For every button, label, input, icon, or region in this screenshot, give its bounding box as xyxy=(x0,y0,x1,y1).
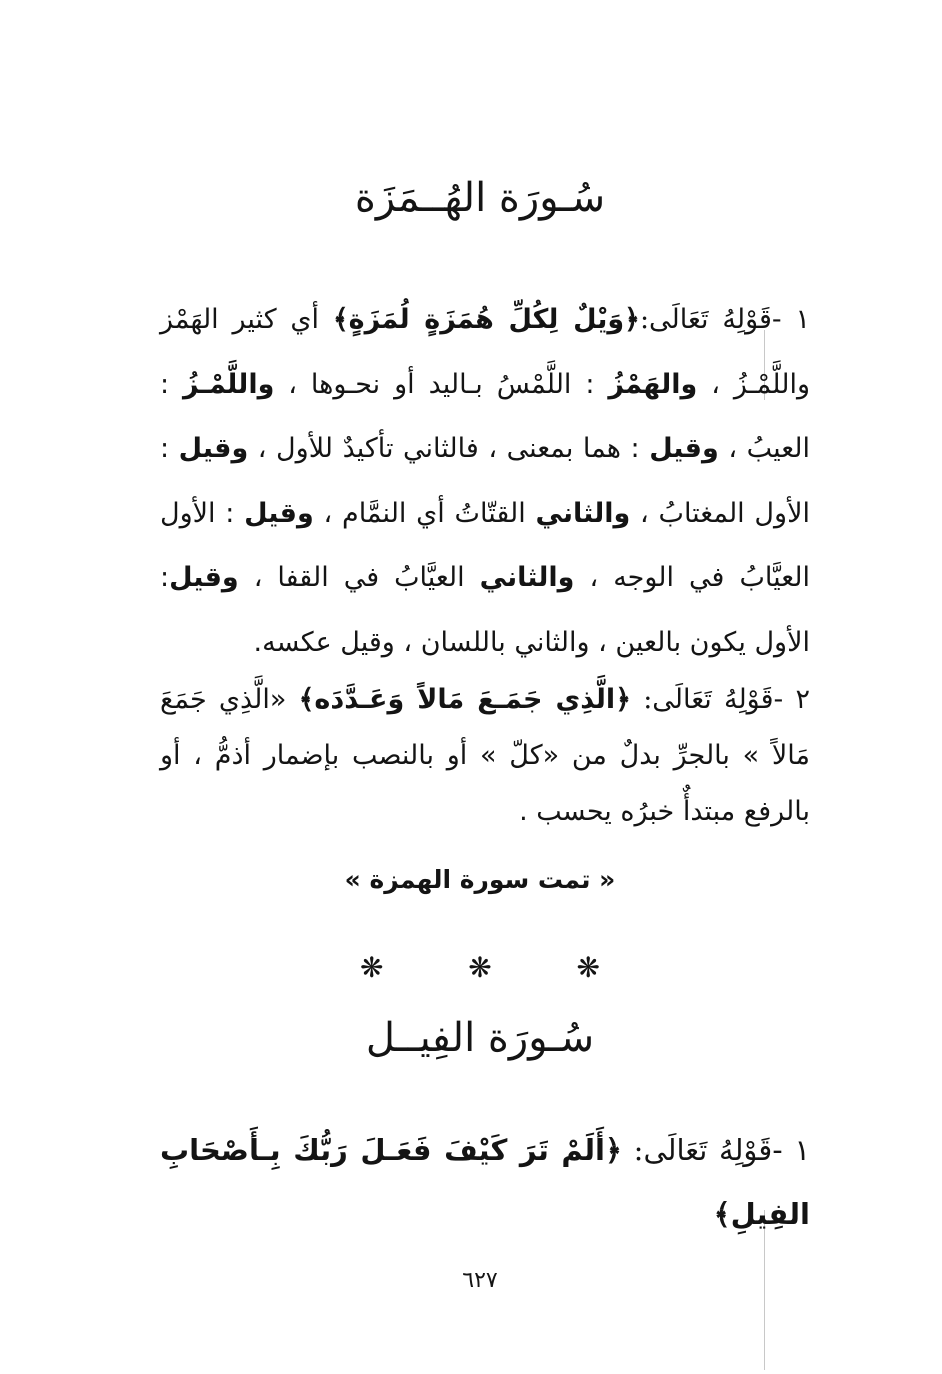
term-thani: والثاني xyxy=(479,562,575,593)
term-hamz: والهَمْزُ xyxy=(608,368,698,400)
star-ornament-icon: ❋ xyxy=(468,951,492,984)
commentary-text: بالجرِّ بدلٌ من «كلّ » أو بالنصب بإضمار أذمُّ ، أو بالرفع مبتدأٌ خبرُه يحسب . xyxy=(160,740,810,827)
section-separator xyxy=(360,950,600,986)
qawluhu-label: قَوْلِهُ تَعَالَى: xyxy=(643,684,774,715)
star-ornament-icon: ❋ xyxy=(576,951,600,984)
qawluhu-label: قَوْلِهُ تَعَالَى: xyxy=(633,1133,773,1167)
term-qil: وقيل xyxy=(169,562,239,593)
humazah-ayah1-commentary xyxy=(160,288,810,675)
quran-verse: ﴿أَلَمْ تَرَ كَيْفَ فَعَـلَ رَبُّكَ بِـأَصْحَابِ الفِيلِ﴾ xyxy=(160,1133,810,1231)
ayah-number: ٢ - xyxy=(773,684,810,715)
fil-ayah1-commentary xyxy=(160,1118,810,1246)
surah-humazah-title: سُـورَة الهُــمَزَة xyxy=(354,175,606,221)
term-thani: والثاني xyxy=(535,497,631,529)
quran-verse: ﴿وَيْلٌ لِكُلِّ هُمَزَةٍ لُمَزَةٍ﴾ xyxy=(332,304,640,335)
humazah-closing-note: « تمت سورة الهمزة » xyxy=(344,865,616,894)
commentary-text: : اللَّمْسُ بـاليد أو نحـوها ، xyxy=(274,368,609,400)
term-qil: وقيل xyxy=(649,433,719,464)
page-number: ٦٢٧ xyxy=(462,1268,498,1293)
commentary-text: : الأول العيَّابُ في الوجه ، xyxy=(160,497,810,593)
quoted-phrase: «الَّذِي جَمَعَ مَالاً » xyxy=(160,684,810,771)
star-ornament-icon: ❋ xyxy=(360,951,384,984)
commentary-text: : العيبُ ، xyxy=(160,368,810,464)
commentary-text: أي كثير الهَمْز واللَّمْـزُ ، xyxy=(160,304,810,400)
commentary-text: القتّاتُ أي النمَّام ، xyxy=(313,497,536,529)
quran-verse: ﴿الَّذِي جَمَـعَ مَالاً وَعَـدَّدَه﴾ xyxy=(298,684,632,715)
ayah-number: ١ - xyxy=(772,1133,811,1167)
commentary-text: : هما بمعنى ، فالثاني تأكيدٌ للأول ، xyxy=(248,433,650,464)
qawluhu-label: قَوْلِهُ تَعَالَى: xyxy=(639,304,772,335)
term-qil: وقيل xyxy=(178,433,249,464)
humazah-ayah2-commentary xyxy=(160,672,810,840)
ayah-number: ١ - xyxy=(771,304,811,335)
commentary-text: : الأول يكون بالعين ، والثاني باللسان ، وقيل عكسه. xyxy=(160,562,810,658)
term-qil: وقيل xyxy=(244,497,314,529)
commentary-text: : الأول المغتابُ ، xyxy=(160,433,810,529)
commentary-text: العيَّابُ في القفا ، xyxy=(238,562,480,593)
term-lamz: واللَّمْـزُ xyxy=(183,368,275,400)
surah-fil-title: سُـورَة الفِيــل xyxy=(365,1015,595,1061)
